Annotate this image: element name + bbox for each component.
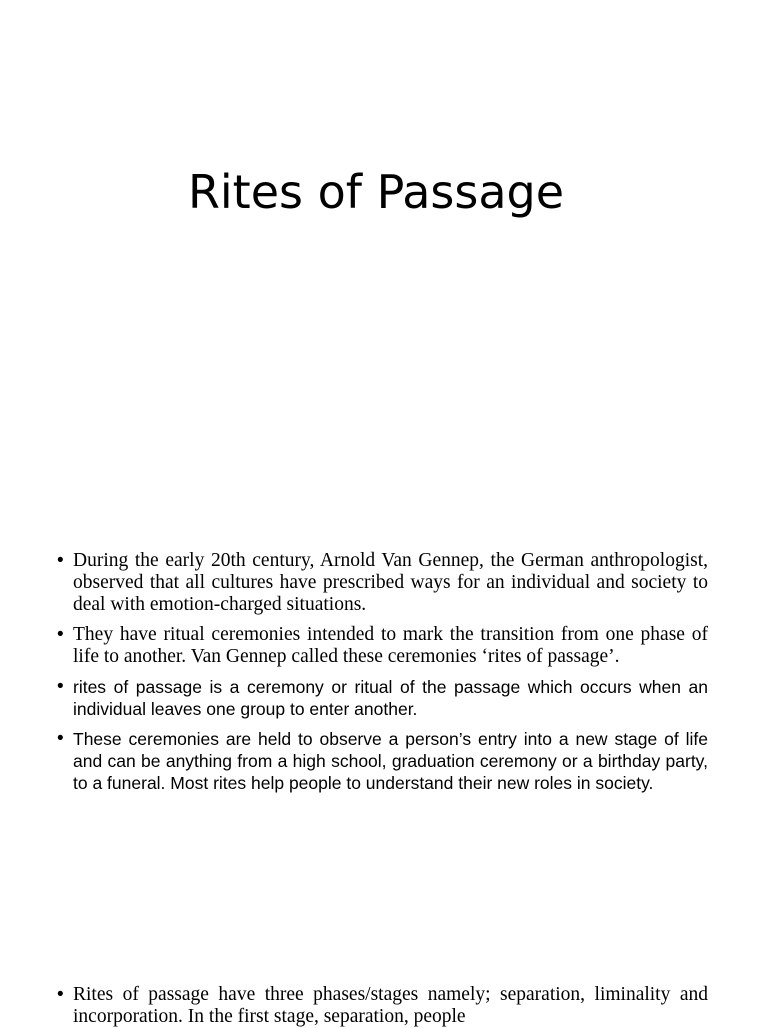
bullet-item-1: • During the early 20th century, Arnold Van Gennep, the German anthropologist, observed that all cultures have prescribed ways for an individual and society to deal with emotion-charged situations. xyxy=(73,550,708,616)
bullet-item-4: • These ceremonies are held to observe a person’s entry into a new stage of life and can be anything from a high school, graduation ceremony or a birthday party, to a funeral. Most rites help people to understand their new roles in society. xyxy=(73,728,708,794)
bullet-list xyxy=(0,550,768,794)
bullet-item-3: • rites of passage is a ceremony or ritual of the passage which occurs when an individual leaves one group to enter another. xyxy=(73,676,708,720)
bullet-item-next: • Rites of passage have three phases/stages namely; separation, liminality and incorporation. In the first stage, separation, people xyxy=(73,984,708,1028)
bullet-list-next-slide xyxy=(0,984,768,1028)
bullet-item-2: • They have ritual ceremonies intended to mark the transition from one phase of life to another. Van Gennep called these ceremonies ‘rites of passage’. xyxy=(73,624,708,668)
slide-title: Rites of Passage xyxy=(187,165,565,219)
